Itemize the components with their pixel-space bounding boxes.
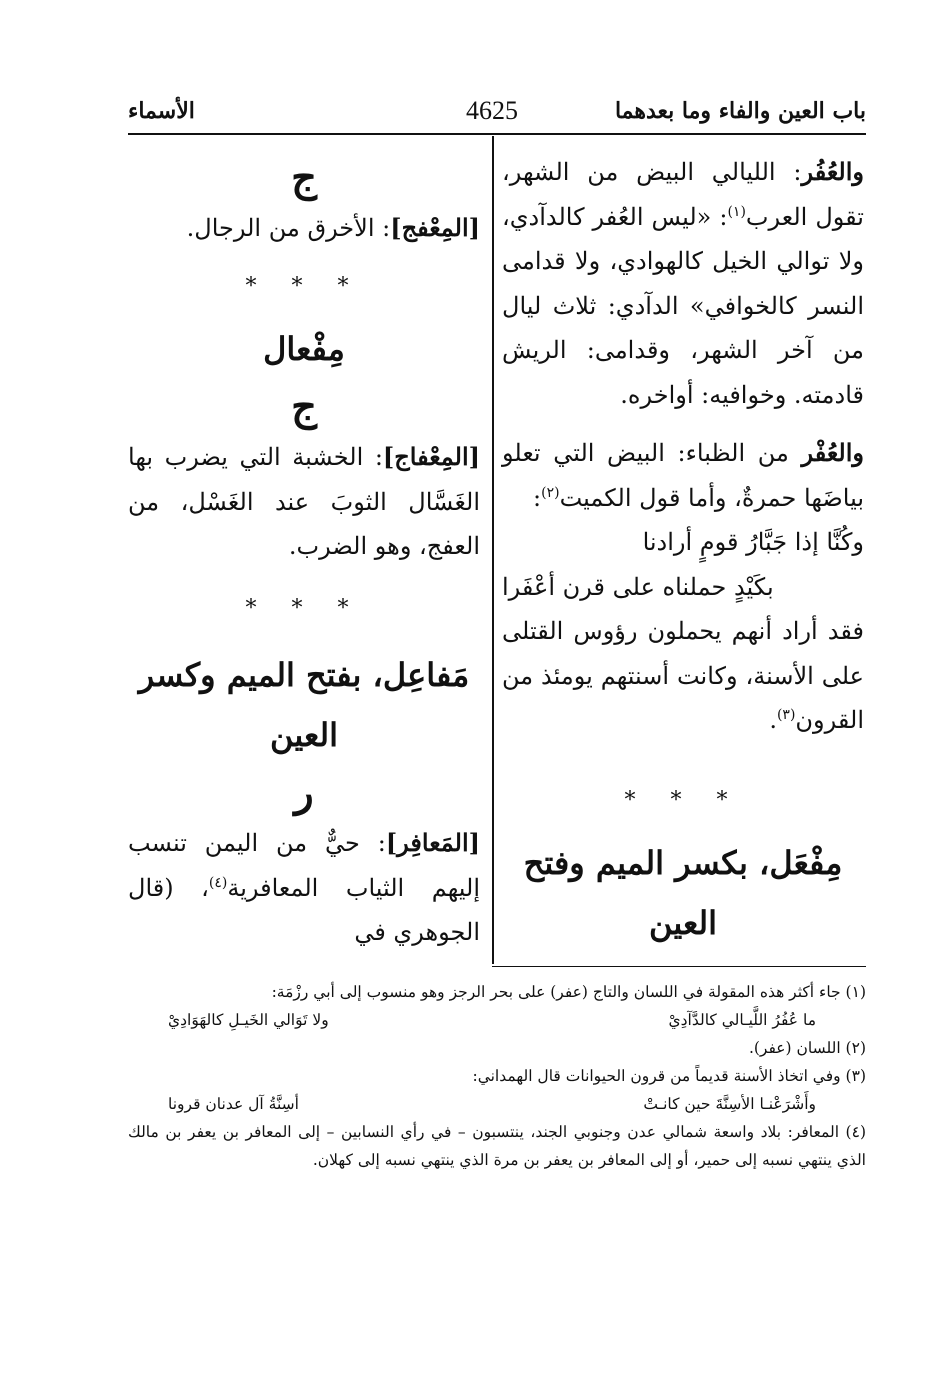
left-column [128, 150, 480, 955]
footnote-ref: (١) [727, 203, 746, 220]
entry-al-ufr [502, 431, 864, 520]
footnote-ref: (٣) [776, 707, 796, 723]
entry-text: من الظباء: البيض التي تعلو بياضَها حمرةٌ، وأما قول الكميت [502, 439, 864, 512]
entry-text: : الأخرق من الرجال. [186, 214, 391, 242]
headword: [المِعْفاج] [382, 442, 480, 471]
verse-line-1: وكُنَّا إذا جَبَّارُ قومٍ أرادنا [642, 528, 864, 556]
section-separator: * * * [245, 595, 363, 621]
section-heading: مِفْعال [263, 330, 345, 368]
footnote-rule [492, 966, 866, 967]
root-letter: ج [291, 383, 317, 430]
entry-explanation [502, 609, 864, 743]
entry-text: : «ليس العُفر كالدآدي، ولا توالي الخيل كالهوادي، ولا قدامى النسر كالخوافي» الدآدي: ثلاث ليال من آخر الشهر، وقدامى: الريش قادمته. وخوافيه: أواخره. [502, 202, 864, 409]
entry-al-mifaj [128, 435, 480, 569]
footnote-3: (٣) وفي اتخاذ الأسنة قديماً من قرون الحيوانات قال الهمداني: [472, 1067, 866, 1085]
section-separator: * * * [624, 787, 742, 813]
headword: [المِعْفج] [390, 213, 480, 242]
footnote-1-verse [128, 1006, 866, 1034]
headword: [المَعافِر] [385, 828, 480, 857]
entry-text: ، (قال الجوهري في [128, 873, 480, 946]
section-separator: * * * [245, 273, 363, 299]
footnote-ref: (٤) [208, 874, 228, 891]
page-header [128, 92, 866, 132]
entry-al-mifj [128, 206, 480, 251]
section-label: الأسماء [128, 98, 195, 124]
verse-hemistich: ما عُفُرُ اللَّيـالي كالدَّآدِيْ [668, 1011, 816, 1029]
verse-line-2: بكَيْدٍ حملناه على قرن أعْفَرا [502, 572, 774, 601]
entry-text: فقد أراد أنهم يحملون رؤوس القتلى على الأسنة، وكانت أسنتهم يومئذ من القرون [502, 617, 864, 734]
entry-text: : [533, 483, 542, 512]
footnote-ref: (٢) [541, 484, 560, 501]
verse-hemistich: ولا تَوَالي الخَيـلِ كالهَوَادِيْ [168, 1011, 329, 1029]
section-heading: مِفْعَل، بكسر الميم وفتح العين [523, 844, 843, 942]
entry-text: : الخشبة التي يضرب بها الغَسَّال الثوبَ عند الغَسْل، من العفج، وهو الضرب. [128, 443, 480, 560]
entry-text: . [769, 706, 777, 734]
headword: والعُفْر [801, 438, 864, 467]
page-number: 4625 [466, 96, 518, 125]
section-heading: مَفاعِل، بفتح الميم وكسر العين [138, 656, 470, 754]
header-rule [128, 133, 866, 135]
root-letter: ج [291, 154, 317, 201]
headword: والعُفُر [801, 157, 864, 186]
verse-hemistich: أسِنَّةُ آل عدنان قرونا [168, 1095, 299, 1113]
verse-hemistich: وأَشْرَعْنـا الأسِنَّةَ حين كانـتْ [643, 1095, 816, 1113]
footnotes [128, 978, 866, 1174]
footnote-1: (١) جاء أكثر هذه المقولة في اللسان والتاج (عفر) على بحر الرجز وهو منسوب إلى أبي رزْمَة: [271, 983, 866, 1001]
entry-al-maafir [128, 821, 480, 955]
entry-text: : الليالي البيض من الشهر، تقول العرب [502, 158, 864, 231]
entry-al-ufur [502, 150, 864, 417]
chapter-title: باب العين والفاء وما بعدهما [614, 98, 866, 124]
footnote-4: (٤) المعافر: بلاد واسعة شمالي عدن وجنوبي الجند، ينتسبون – في رأي النسابين – إلى المعافر بن يعفر بن مالك الذي ينتهي نسبه إلى حمير، أو إلى المعافر بن يعفر بن مرة الذي ينتهي نسبه إلى كهلان. [128, 1123, 866, 1169]
footnote-3-verse [128, 1090, 866, 1118]
footnote-2: (٢) اللسان (عفر). [748, 1039, 866, 1057]
entry-text: : حيٌّ من اليمن تنسب إليهم الثياب المعافرية [128, 829, 480, 902]
root-letter: ر [294, 769, 314, 816]
right-column [502, 150, 864, 953]
column-divider [492, 136, 494, 964]
